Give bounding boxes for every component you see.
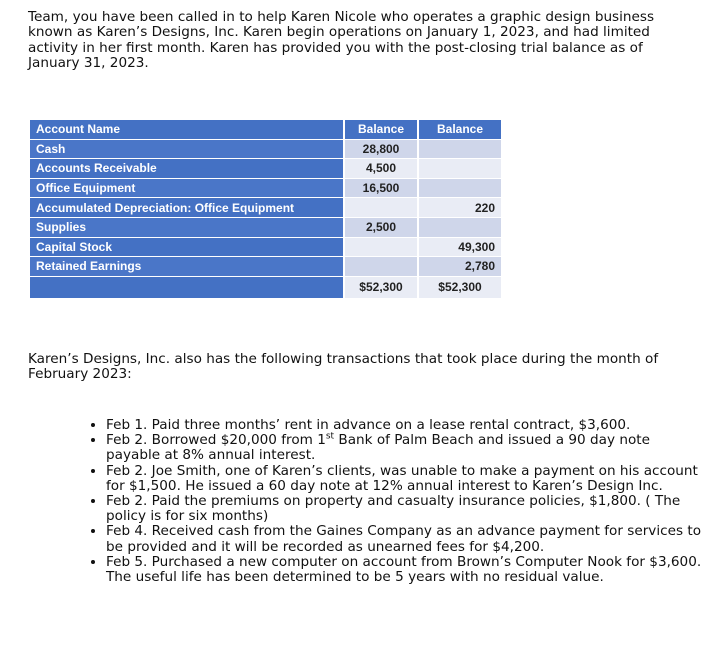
header-balance-debit: Balance: [345, 120, 417, 140]
total-credit: $52,300: [419, 277, 501, 299]
header-balance-credit: Balance: [419, 120, 501, 140]
credit-balance: 220: [419, 198, 501, 218]
account-name: Retained Earnings: [30, 257, 343, 277]
list-item: [106, 555, 706, 585]
header-account-name: Account Name: [30, 120, 343, 140]
account-name: Capital Stock: [30, 238, 343, 258]
transaction-text: Bank of Palm Beach and issued a 90 day note payable at 8% annual interest.: [106, 432, 650, 464]
transaction-text: Feb 5. Purchased a new computer on account from Brown’s Computer Nook for $3,600. The useful life has been determined to be 5 years with no residual value.: [106, 553, 702, 586]
transaction-text: Feb 1. Paid three months’ rent in advance on a lease rental contract, $3,600.: [106, 417, 631, 433]
trial-balance-table: [28, 120, 503, 299]
transaction-text: Feb 2. Borrowed $20,000 from 1: [106, 432, 326, 449]
credit-balance: 49,300: [419, 238, 501, 258]
list-item: [106, 494, 706, 524]
account-name: Supplies: [30, 218, 343, 238]
transactions-intro: Karen’s Designs, Inc. also has the following transactions that took place during the month of February 2023:: [28, 351, 659, 383]
list-item: [106, 418, 706, 433]
debit-balance: 2,500: [345, 218, 417, 238]
table-row: [30, 238, 501, 258]
debit-balance: [345, 238, 417, 258]
credit-balance: [419, 218, 501, 238]
total-debit: $52,300: [345, 277, 417, 299]
table-row: [30, 218, 501, 238]
credit-balance: [419, 179, 501, 199]
account-name: Cash: [30, 140, 343, 160]
totals-label-cell: [30, 277, 343, 299]
table-row: [30, 159, 501, 179]
credit-balance: [419, 140, 501, 160]
table-row: [30, 198, 501, 218]
debit-balance: [345, 257, 417, 277]
account-name: Accounts Receivable: [30, 159, 343, 179]
list-item: [106, 524, 706, 554]
table-row: [30, 140, 501, 160]
credit-balance: 2,780: [419, 257, 501, 277]
debit-balance: [345, 198, 417, 218]
transaction-text: Feb 2. Joe Smith, one of Karen’s clients, was unable to make a payment on his account for $1,500. He issued a 60 day note at 12% annual interest to Karen’s Design Inc.: [106, 462, 698, 494]
transactions-list: [86, 418, 706, 585]
table-header-row: [30, 120, 501, 140]
ordinal-suffix: st: [325, 431, 335, 442]
table-row: [30, 257, 501, 277]
debit-balance: 4,500: [345, 159, 417, 179]
intro-paragraph: Team, you have been called in to help Karen Nicole who operates a graphic design business known as Karen’s Designs, Inc. Karen begin operations on January 1, 2023, and had limited activity in her first month. Karen has provided you with the post-closing trial balance as of January 31, 2023.: [28, 9, 655, 72]
credit-balance: [419, 159, 501, 179]
list-item: [106, 464, 706, 494]
list-item: [106, 433, 706, 463]
account-name: Accumulated Depreciation: Office Equipment: [30, 198, 343, 218]
debit-balance: 28,800: [345, 140, 417, 160]
transaction-text: Feb 2. Paid the premiums on property and casualty insurance policies, $1,800. ( The policy is for six months): [106, 493, 681, 525]
account-name: Office Equipment: [30, 179, 343, 199]
debit-balance: 16,500: [345, 179, 417, 199]
table-row: [30, 179, 501, 199]
transaction-text: Feb 4. Received cash from the Gaines Company as an advance payment for services to be provided and it will be recorded as unearned fees for $4,200.: [106, 523, 702, 555]
totals-row: [30, 277, 501, 299]
